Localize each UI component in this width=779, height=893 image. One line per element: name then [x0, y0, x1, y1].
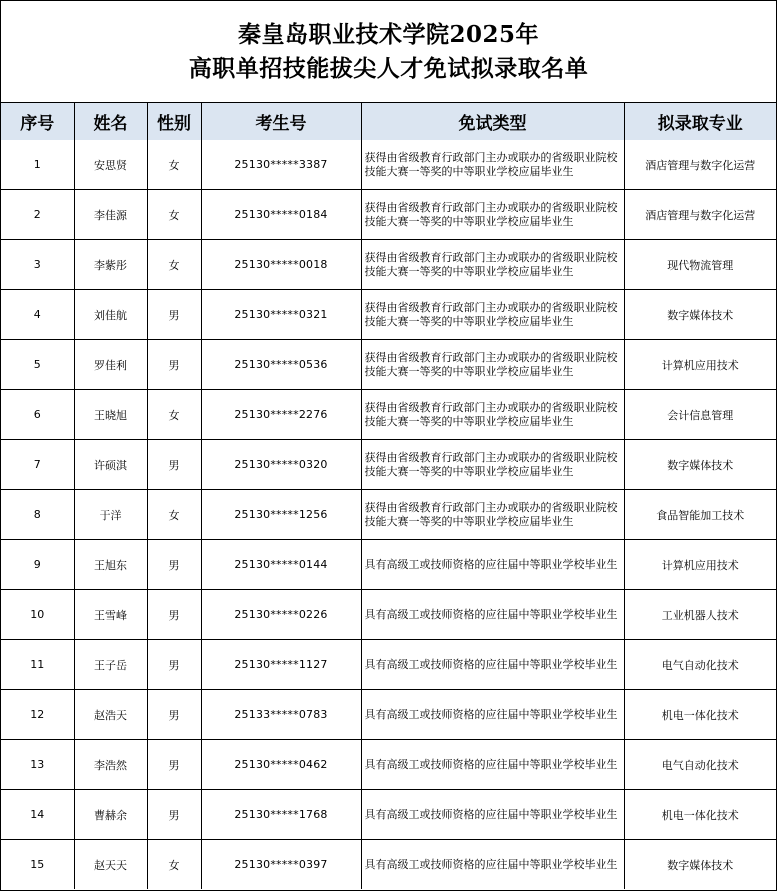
cell-exemption-type: 获得由省级教育行政部门主办或联办的省级职业院校技能大赛一等奖的中等职业学校应届毕业生 — [361, 190, 624, 240]
cell-exam-id: 25133*****0783 — [201, 690, 361, 740]
cell-no: 8 — [1, 490, 74, 540]
cell-major: 会计信息管理 — [624, 390, 776, 440]
cell-exemption-type: 具有高级工或技师资格的应往届中等职业学校毕业生 — [361, 740, 624, 790]
cell-no: 1 — [1, 140, 74, 190]
cell-major: 数字媒体技术 — [624, 290, 776, 340]
cell-exam-id: 25130*****0184 — [201, 190, 361, 240]
cell-exemption-type: 具有高级工或技师资格的应往届中等职业学校毕业生 — [361, 540, 624, 590]
cell-sex: 女 — [147, 390, 201, 440]
cell-no: 15 — [1, 840, 74, 890]
cell-exam-id: 25130*****0320 — [201, 440, 361, 490]
table-row — [1, 140, 776, 190]
cell-exam-id: 25130*****0536 — [201, 340, 361, 390]
cell-no: 3 — [1, 240, 74, 290]
cell-exemption-type: 具有高级工或技师资格的应往届中等职业学校毕业生 — [361, 790, 624, 840]
cell-no: 5 — [1, 340, 74, 390]
cell-major: 机电一体化技术 — [624, 790, 776, 840]
table-header-row — [1, 103, 776, 140]
column-header-sex: 性别 — [147, 103, 201, 140]
table-row — [1, 390, 776, 440]
cell-name: 曹赫余 — [74, 790, 147, 840]
cell-sex: 男 — [147, 290, 201, 340]
cell-no: 13 — [1, 740, 74, 790]
cell-no: 2 — [1, 190, 74, 240]
cell-no: 4 — [1, 290, 74, 340]
table-row — [1, 440, 776, 490]
cell-exam-id: 25130*****0321 — [201, 290, 361, 340]
cell-exemption-type: 具有高级工或技师资格的应往届中等职业学校毕业生 — [361, 690, 624, 740]
cell-exemption-type: 获得由省级教育行政部门主办或联办的省级职业院校技能大赛一等奖的中等职业学校应届毕业生 — [361, 440, 624, 490]
cell-exam-id: 25130*****0226 — [201, 590, 361, 640]
cell-sex: 女 — [147, 140, 201, 190]
cell-major: 电气自动化技术 — [624, 740, 776, 790]
cell-name: 李佳源 — [74, 190, 147, 240]
cell-exemption-type: 具有高级工或技师资格的应往届中等职业学校毕业生 — [361, 840, 624, 890]
admission-table — [1, 103, 776, 889]
table-row — [1, 240, 776, 290]
document-title — [1, 1, 776, 103]
table-row — [1, 290, 776, 340]
cell-sex: 男 — [147, 740, 201, 790]
cell-major: 酒店管理与数字化运营 — [624, 140, 776, 190]
cell-major: 计算机应用技术 — [624, 340, 776, 390]
cell-sex: 女 — [147, 190, 201, 240]
cell-exam-id: 25130*****0144 — [201, 540, 361, 590]
cell-name: 罗佳利 — [74, 340, 147, 390]
table-row — [1, 540, 776, 590]
cell-name: 王旭东 — [74, 540, 147, 590]
cell-exam-id: 25130*****1256 — [201, 490, 361, 540]
cell-name: 王子岳 — [74, 640, 147, 690]
cell-no: 7 — [1, 440, 74, 490]
cell-major: 计算机应用技术 — [624, 540, 776, 590]
column-header-major: 拟录取专业 — [624, 103, 776, 140]
cell-no: 14 — [1, 790, 74, 840]
cell-major: 电气自动化技术 — [624, 640, 776, 690]
cell-exam-id: 25130*****2276 — [201, 390, 361, 440]
column-header-no: 序号 — [1, 103, 74, 140]
cell-major: 酒店管理与数字化运营 — [624, 190, 776, 240]
column-header-exemption-type: 免试类型 — [361, 103, 624, 140]
cell-exam-id: 25130*****3387 — [201, 140, 361, 190]
cell-sex: 男 — [147, 440, 201, 490]
cell-exemption-type: 获得由省级教育行政部门主办或联办的省级职业院校技能大赛一等奖的中等职业学校应届毕业生 — [361, 390, 624, 440]
cell-name: 于洋 — [74, 490, 147, 540]
title-line-2: 高职单招技能拔尖人才免试拟录取名单 — [188, 54, 589, 82]
table-row — [1, 490, 776, 540]
cell-exam-id: 25130*****0462 — [201, 740, 361, 790]
cell-sex: 男 — [147, 540, 201, 590]
table-row — [1, 840, 776, 890]
cell-sex: 男 — [147, 340, 201, 390]
table-body — [1, 140, 776, 889]
cell-exemption-type: 具有高级工或技师资格的应往届中等职业学校毕业生 — [361, 640, 624, 690]
column-header-name: 姓名 — [74, 103, 147, 140]
cell-exemption-type: 获得由省级教育行政部门主办或联办的省级职业院校技能大赛一等奖的中等职业学校应届毕业生 — [361, 290, 624, 340]
cell-name: 安思贤 — [74, 140, 147, 190]
cell-major: 数字媒体技术 — [624, 840, 776, 890]
cell-major: 食品智能加工技术 — [624, 490, 776, 540]
cell-sex: 男 — [147, 640, 201, 690]
table-row — [1, 590, 776, 640]
cell-no: 9 — [1, 540, 74, 590]
cell-exemption-type: 具有高级工或技师资格的应往届中等职业学校毕业生 — [361, 590, 624, 640]
cell-exam-id: 25130*****0018 — [201, 240, 361, 290]
cell-sex: 女 — [147, 240, 201, 290]
cell-name: 李紫彤 — [74, 240, 147, 290]
cell-major: 工业机器人技术 — [624, 590, 776, 640]
table-row — [1, 340, 776, 390]
cell-exemption-type: 获得由省级教育行政部门主办或联办的省级职业院校技能大赛一等奖的中等职业学校应届毕业生 — [361, 240, 624, 290]
cell-sex: 男 — [147, 590, 201, 640]
table-row — [1, 190, 776, 240]
cell-no: 11 — [1, 640, 74, 690]
cell-exemption-type: 获得由省级教育行政部门主办或联办的省级职业院校技能大赛一等奖的中等职业学校应届毕业生 — [361, 140, 624, 190]
cell-major: 现代物流管理 — [624, 240, 776, 290]
cell-no: 10 — [1, 590, 74, 640]
cell-no: 12 — [1, 690, 74, 740]
cell-sex: 女 — [147, 840, 201, 890]
cell-sex: 女 — [147, 490, 201, 540]
cell-name: 许硕淇 — [74, 440, 147, 490]
cell-name: 王雪峰 — [74, 590, 147, 640]
cell-name: 刘佳航 — [74, 290, 147, 340]
cell-name: 赵天天 — [74, 840, 147, 890]
cell-exam-id: 25130*****1127 — [201, 640, 361, 690]
title-line-1: 秦皇岛职业技术学院2025年 — [237, 20, 539, 48]
table-row — [1, 640, 776, 690]
cell-exam-id: 25130*****0397 — [201, 840, 361, 890]
table-row — [1, 690, 776, 740]
table-row — [1, 790, 776, 840]
cell-name: 赵浩天 — [74, 690, 147, 740]
cell-sex: 男 — [147, 690, 201, 740]
table-row — [1, 740, 776, 790]
cell-exam-id: 25130*****1768 — [201, 790, 361, 840]
cell-name: 王晓旭 — [74, 390, 147, 440]
cell-exemption-type: 获得由省级教育行政部门主办或联办的省级职业院校技能大赛一等奖的中等职业学校应届毕业生 — [361, 340, 624, 390]
cell-major: 数字媒体技术 — [624, 440, 776, 490]
cell-name: 李浩然 — [74, 740, 147, 790]
cell-sex: 男 — [147, 790, 201, 840]
cell-major: 机电一体化技术 — [624, 690, 776, 740]
cell-no: 6 — [1, 390, 74, 440]
column-header-exam-id: 考生号 — [201, 103, 361, 140]
cell-exemption-type: 获得由省级教育行政部门主办或联办的省级职业院校技能大赛一等奖的中等职业学校应届毕业生 — [361, 490, 624, 540]
